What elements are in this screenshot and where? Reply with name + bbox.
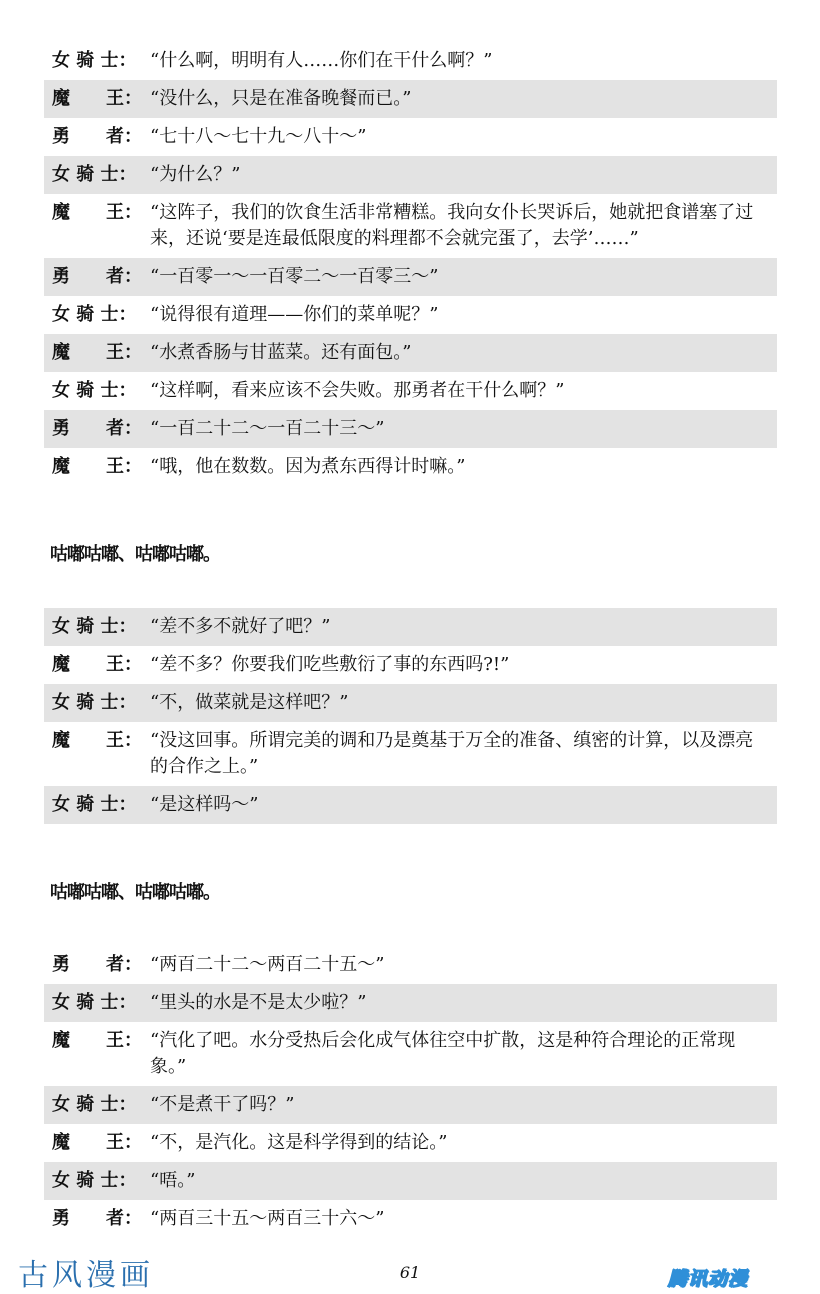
dialogue-text: “什么啊，明明有人……你们在干什么啊？” (150, 50, 493, 71)
dialogue-line (44, 448, 777, 486)
dialogue-line (44, 334, 777, 372)
dialogue-line (44, 42, 777, 80)
dialogue-text: “唔。” (150, 1170, 196, 1191)
speaker-label: 勇 者： (52, 1208, 142, 1229)
speaker-label: 勇 者： (52, 126, 142, 147)
speaker-label: 魔 王： (52, 730, 142, 751)
speaker-label: 魔 王： (52, 1132, 142, 1153)
watermark-right-logo: 腾讯动漫 (668, 1268, 749, 1290)
dialogue-text: “没什么，只是在准备晚餐而已。” (150, 88, 412, 109)
dialogue-text: “不是煮干了吗？” (150, 1094, 295, 1115)
dialogue-line (44, 722, 777, 786)
dialogue-text: “两百三十五～两百三十六～” (150, 1208, 385, 1229)
dialogue-text: “汽化了吧。水分受热后会化成气体往空中扩散，这是种符合理论的正常现象。” (150, 1030, 736, 1077)
dialogue-line (44, 1200, 777, 1238)
dialogue-text: “为什么？” (150, 164, 241, 185)
dialogue-text: “不，是汽化。这是科学得到的结论。” (150, 1132, 448, 1153)
dialogue-line (44, 296, 777, 334)
dialogue-text: “不，做菜就是这样吧？” (150, 692, 349, 713)
dialogue-text: “这阵子，我们的饮食生活非常糟糕。我向女仆长哭诉后，她就把食谱塞了过来，还说‘要是连最低限度的料理都不会就完蛋了，去学’……” (150, 202, 754, 249)
speaker-label: 勇 者： (52, 418, 142, 439)
dialogue-text: “水煮香肠与甘蓝菜。还有面包。” (150, 342, 412, 363)
dialogue-text: “一百二十二～一百二十三～” (150, 418, 385, 439)
dialogue-block-2 (44, 608, 777, 824)
dialogue-line (44, 946, 777, 984)
dialogue-line (44, 684, 777, 722)
watermark-left-logo: 古风漫画 (18, 1258, 154, 1293)
dialogue-text: “里头的水是不是太少啦？” (150, 992, 367, 1013)
dialogue-text: “这样啊，看来应该不会失败。那勇者在干什么啊？” (150, 380, 565, 401)
dialogue-text: “两百二十二～两百二十五～” (150, 954, 385, 975)
speaker-label: 勇 者： (52, 266, 142, 287)
dialogue-block-1 (44, 42, 777, 486)
dialogue-line (44, 80, 777, 118)
dialogue-line (44, 646, 777, 684)
dialogue-line (44, 1162, 777, 1200)
dialogue-line (44, 372, 777, 410)
dialogue-line (44, 984, 777, 1022)
speaker-label: 女 骑 士： (52, 164, 137, 185)
dialogue-block-3 (44, 946, 777, 1238)
dialogue-text: “说得很有道理——你们的菜单呢？” (150, 304, 439, 325)
speaker-label: 女 骑 士： (52, 992, 137, 1013)
narration-line-2: 咕嘟咕嘟、咕嘟咕嘟。 (50, 882, 220, 903)
dialogue-line (44, 608, 777, 646)
dialogue-line (44, 1022, 777, 1086)
dialogue-text: “哦，他在数数。因为煮东西得计时嘛。” (150, 456, 466, 477)
dialogue-text: “差不多不就好了吧？” (150, 616, 331, 637)
speaker-label: 魔 王： (52, 1030, 142, 1051)
dialogue-text: “没这回事。所谓完美的调和乃是奠基于万全的准备、缜密的计算，以及漂亮的合作之上。” (150, 730, 754, 777)
dialogue-line (44, 786, 777, 824)
dialogue-line (44, 410, 777, 448)
speaker-label: 女 骑 士： (52, 1170, 137, 1191)
dialogue-line (44, 258, 777, 296)
dialogue-text: “七十八～七十九～八十～” (150, 126, 367, 147)
narration-line-1: 咕嘟咕嘟、咕嘟咕嘟。 (50, 544, 220, 565)
speaker-label: 女 骑 士： (52, 304, 137, 325)
speaker-label: 女 骑 士： (52, 692, 137, 713)
speaker-label: 女 骑 士： (52, 616, 137, 637)
speaker-label: 女 骑 士： (52, 50, 137, 71)
speaker-label: 魔 王： (52, 654, 142, 675)
dialogue-text: “差不多？你要我们吃些敷衍了事的东西吗?!” (150, 654, 510, 675)
page-number: 61 (399, 1263, 421, 1282)
dialogue-text: “一百零一～一百零二～一百零三～” (150, 266, 439, 287)
dialogue-line (44, 118, 777, 156)
speaker-label: 魔 王： (52, 88, 142, 109)
speaker-label: 女 骑 士： (52, 1094, 137, 1115)
speaker-label: 魔 王： (52, 456, 142, 477)
speaker-label: 女 骑 士： (52, 794, 137, 815)
speaker-label: 女 骑 士： (52, 380, 137, 401)
dialogue-line (44, 1124, 777, 1162)
dialogue-line (44, 1086, 777, 1124)
speaker-label: 魔 王： (52, 202, 142, 223)
dialogue-text: “是这样吗～” (150, 794, 259, 815)
dialogue-line (44, 194, 777, 258)
speaker-label: 勇 者： (52, 954, 142, 975)
speaker-label: 魔 王： (52, 342, 142, 363)
dialogue-line (44, 156, 777, 194)
